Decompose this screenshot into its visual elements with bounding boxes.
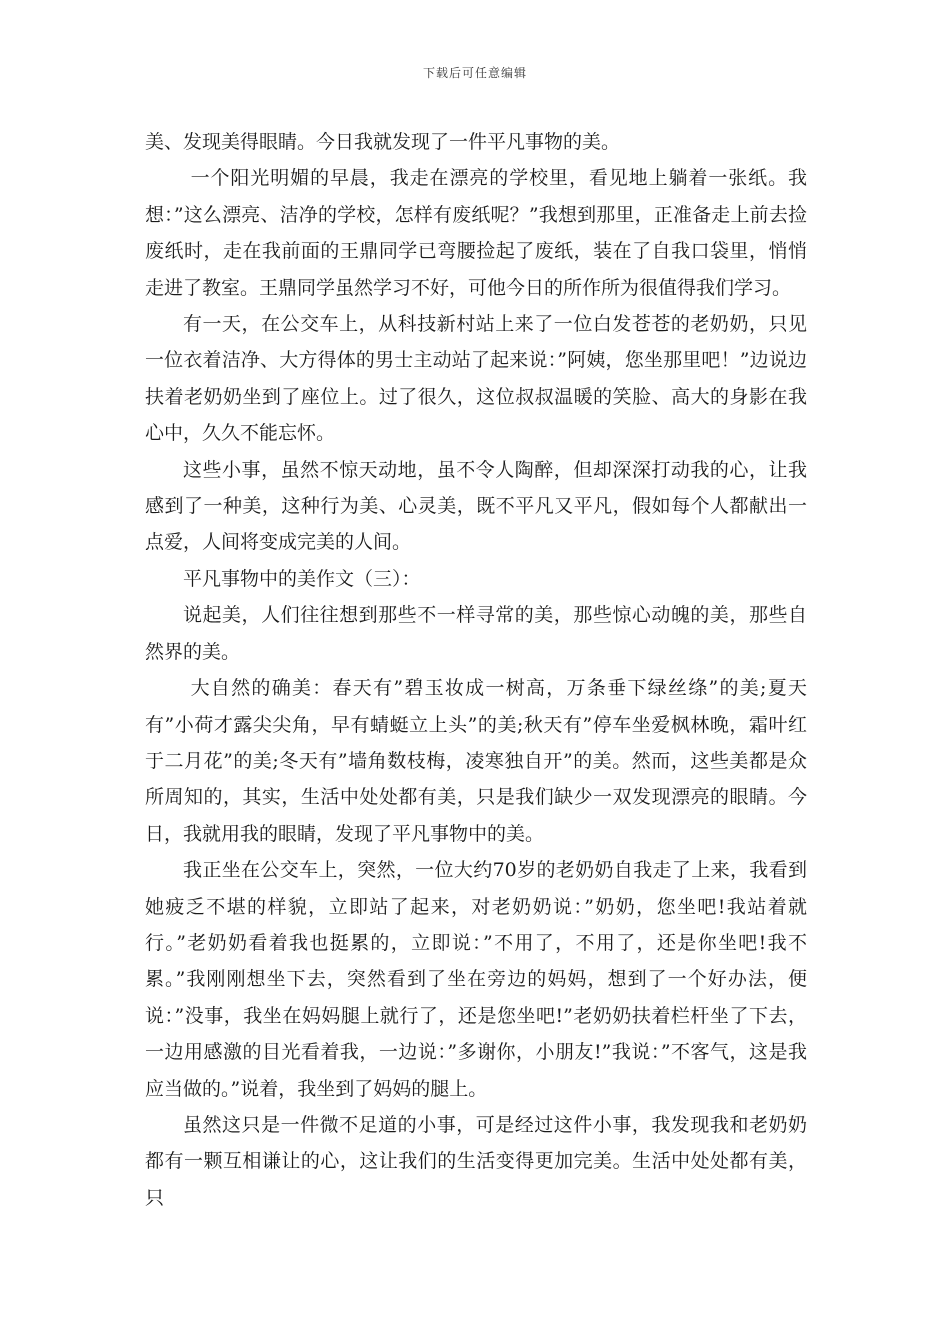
document-body xyxy=(145,124,807,1216)
paragraph: 有一天，在公交车上，从科技新村站上来了一位白发苍苍的老奶奶，只见一位衣着洁净、大方得体的男士主动站了起来说：”阿姨，您坐那里吧！”边说边扶着老奶奶坐到了座位上。过了很久，这位叔叔温暖的笑脸、高大的身影在我心中，久久不能忘怀。 xyxy=(145,313,807,445)
paragraph: 虽然这只是一件微不足道的小事，可是经过这件小事，我发现我和老奶奶都有一颗互相谦让的心，这让我们的生活变得更加完美。生活中处处都有美，只 xyxy=(145,1113,807,1209)
paragraph: 这些小事，虽然不惊天动地，虽不令人陶醉，但却深深打动我的心，让我感到了一种美，这种行为美、心灵美，既不平凡又平凡，假如每个人都献出一点爱，人间将变成完美的人间。 xyxy=(145,458,807,554)
paragraph: 我正坐在公交车上，突然，一位大约70岁的老奶奶自我走了上来，我看到她疲乏不堪的样貌，立即站了起来，对老奶奶说：”奶奶，您坐吧!我站着就行。”老奶奶看着我也挺累的，立即说：”不用了，不用了，还是你坐吧!我不累。”我刚刚想坐下去，突然看到了坐在旁边的妈妈，想到了一个好办法，便说：”没事，我坐在妈妈腿上就行了，还是您坐吧!”老奶奶扶着栏杆坐了下去，一边用感激的目光看着我，一边说：”多谢你，小朋友!”我说：”不客气，这是我应当做的。”说着，我坐到了妈妈的腿上。 xyxy=(145,859,807,1100)
paragraph: 一个阳光明媚的早晨，我走在漂亮的学校里，看见地上躺着一张纸。我想：”这么漂亮、洁净的学校，怎样有废纸呢？”我想到那里，正准备走上前去捡废纸时，走在我前面的王鼎同学已弯腰捡起了废纸，装在了自我口袋里，悄悄走进了教室。王鼎同学虽然学习不好，可他今日的所作所为很值得我们学习。 xyxy=(145,167,807,299)
section-heading: 平凡事物中的美作文（三）： xyxy=(183,567,421,590)
paragraph: 大自然的确美：春天有”碧玉妆成一树高，万条垂下绿丝绦”的美;夏天有”小荷才露尖尖角，早有蜻蜓立上头”的美;秋天有”停车坐爱枫林晚，霜叶红于二月花”的美;冬天有”墙角数枝梅，凌寒独自开”的美。然而，这些美都是众所周知的，其实，生活中处处都有美，只是我们缺少一双发现漂亮的眼睛。今日，我就用我的眼睛，发现了平凡事物中的美。 xyxy=(145,677,807,845)
paragraph: 说起美，人们往往想到那些不一样寻常的美，那些惊心动魄的美，那些自然界的美。 xyxy=(145,604,807,663)
paragraph-continuation: 美、发现美得眼睛。今日我就发现了一件平凡事物的美。 xyxy=(145,131,621,153)
page-header: 下载后可任意编辑 xyxy=(422,66,527,80)
